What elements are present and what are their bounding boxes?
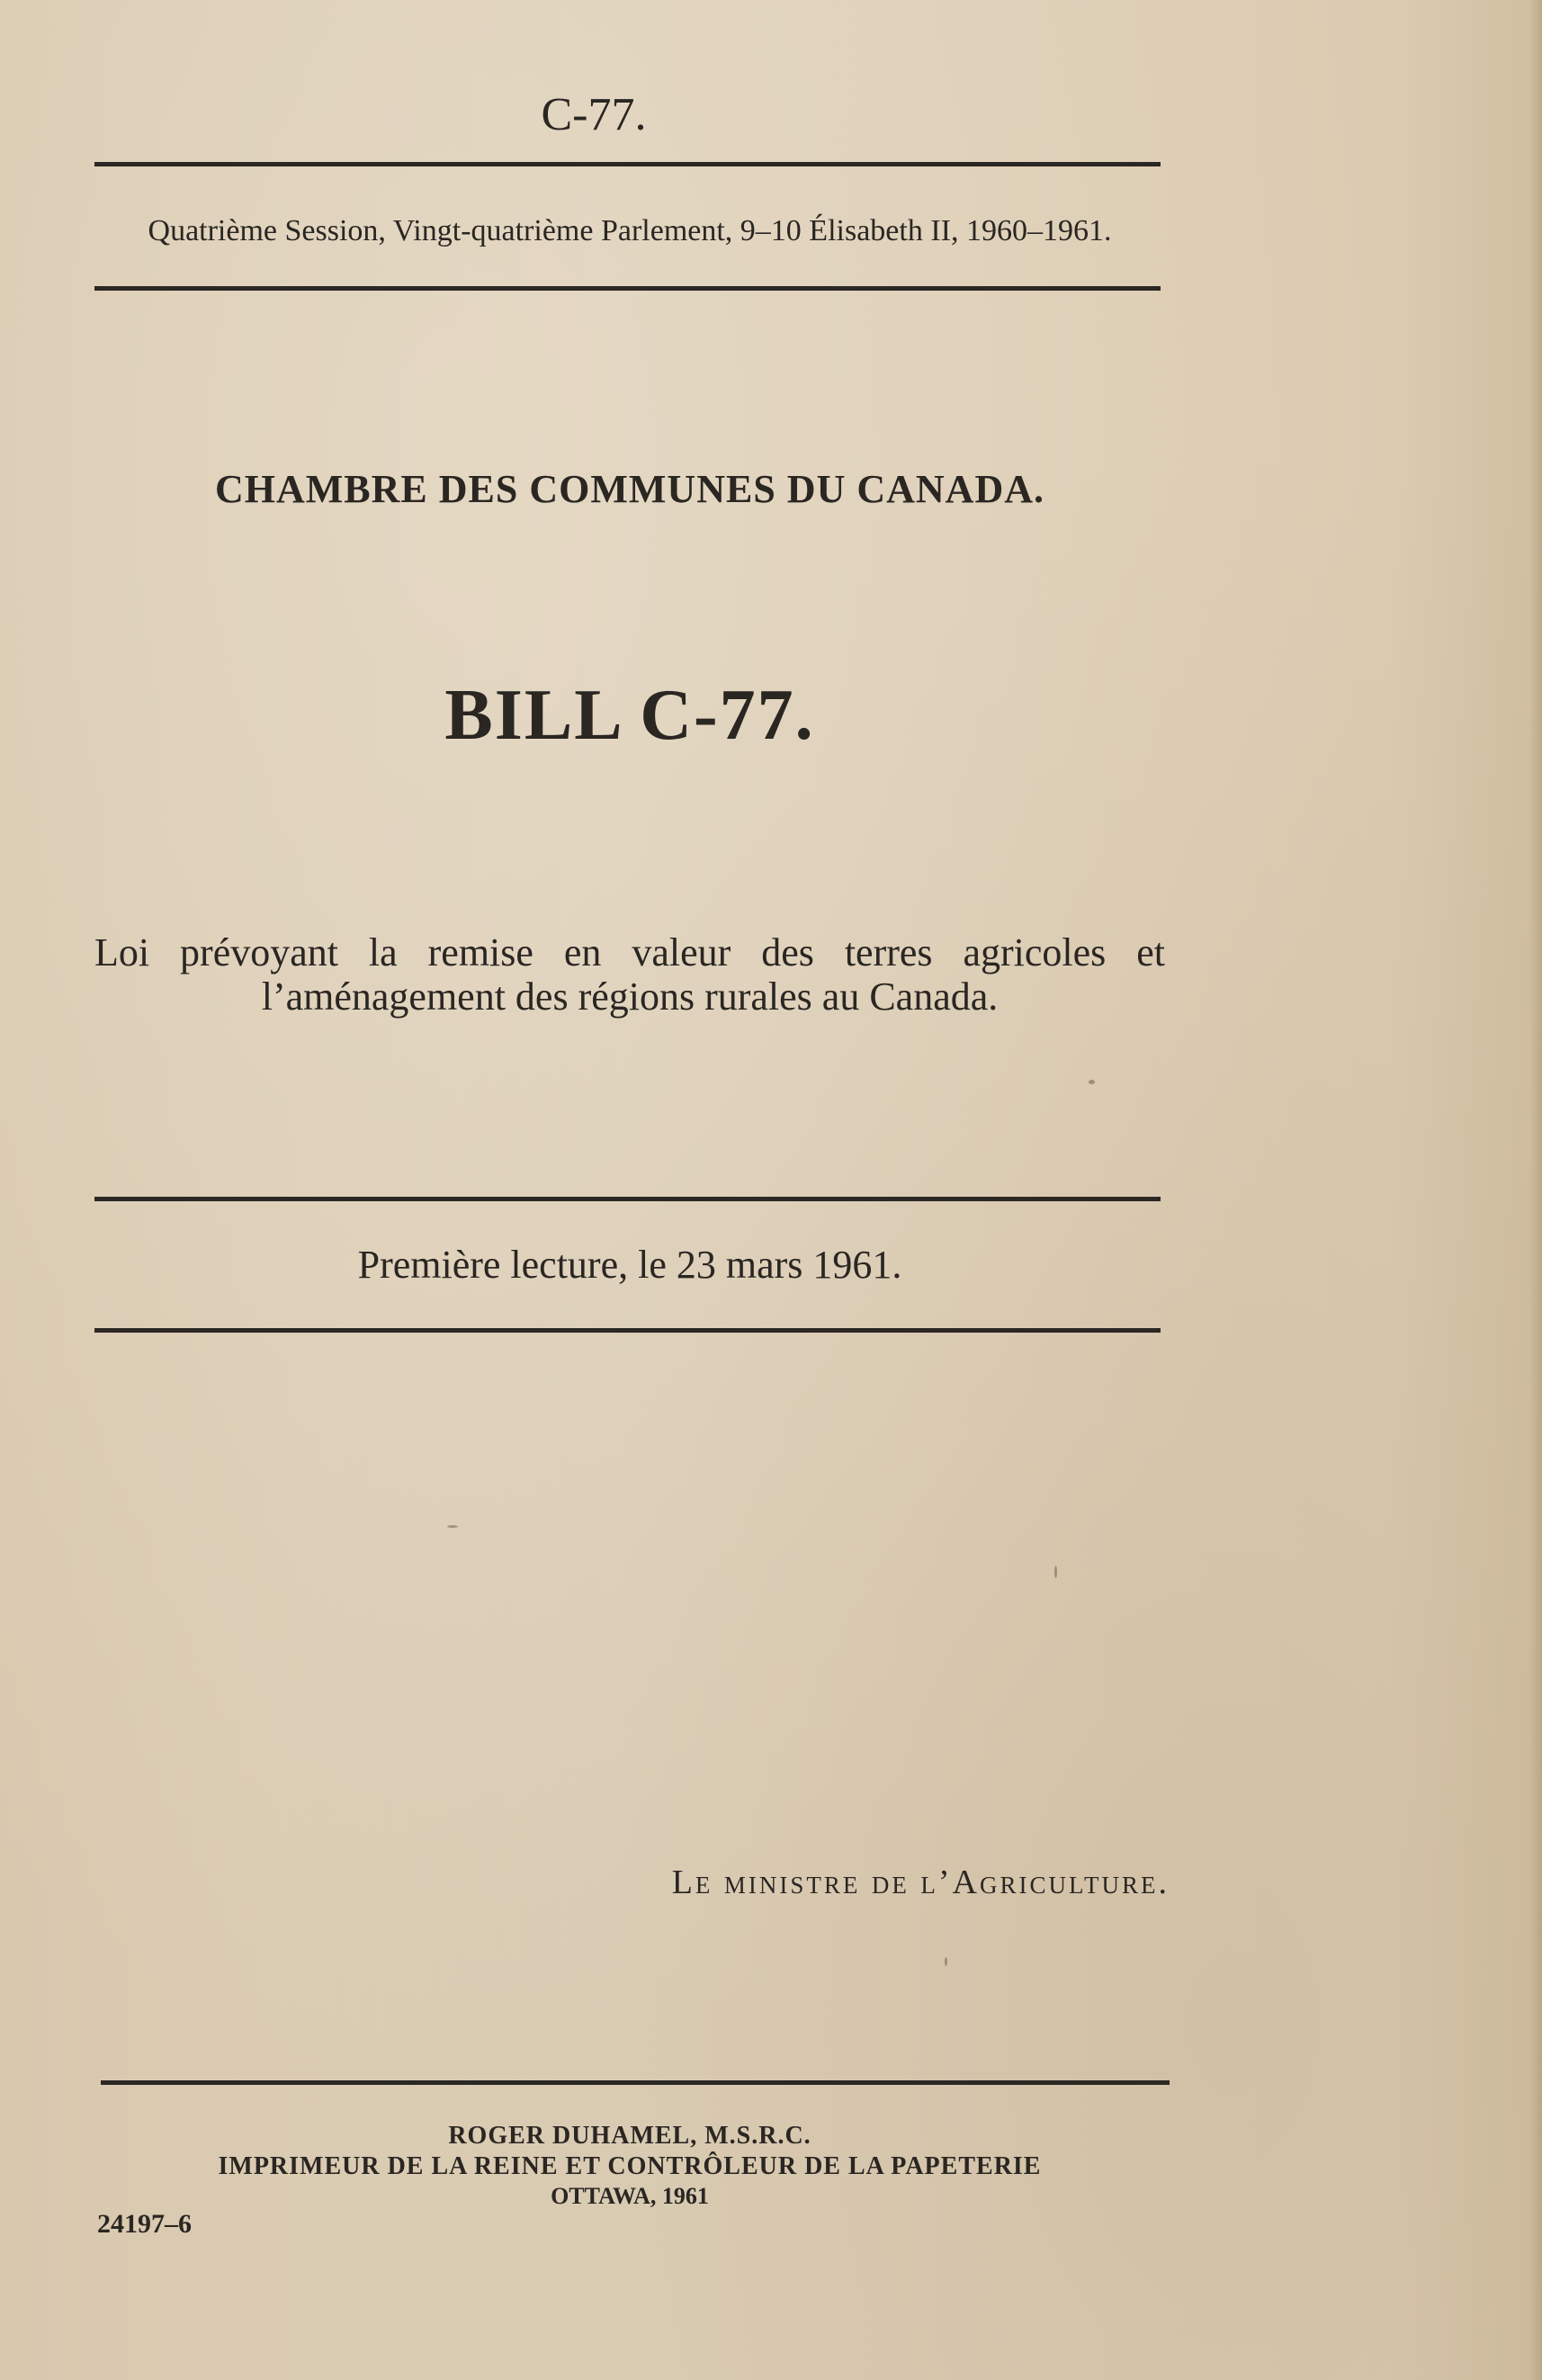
printer-place: OTTAWA, 1961 bbox=[551, 2183, 709, 2209]
paper-speck bbox=[945, 1957, 947, 1966]
session-line: Quatrième Session, Vingt-quatrième Parlement, 9–10 Élisabeth II, 1960–1961. bbox=[148, 214, 1112, 247]
session-rule bbox=[94, 286, 1161, 291]
page-edge-shadow bbox=[1529, 0, 1542, 2380]
printer-name: ROGER DUHAMEL, M.S.R.C. bbox=[448, 2122, 811, 2150]
bill-description-line-1: Loi prévoyant la remise en valeur des terres agricoles et bbox=[94, 930, 1165, 974]
footer-rule bbox=[101, 2080, 1170, 2085]
minister-signature: Le ministre de l’Agriculture. bbox=[671, 1864, 1170, 1901]
bill-title: BILL C-77. bbox=[444, 676, 815, 755]
printer-title: IMPRIMEUR DE LA REINE ET CONTRÔLEUR DE LA PAPETERIE bbox=[218, 2152, 1042, 2180]
paper-speck bbox=[1054, 1566, 1057, 1578]
catalog-number: 24197–6 bbox=[97, 2209, 192, 2239]
bill-code-header: C-77. bbox=[541, 89, 647, 140]
paper-speck bbox=[447, 1525, 458, 1528]
chamber-heading: CHAMBRE DES COMMUNES DU CANADA. bbox=[215, 467, 1044, 511]
reading-rule-bottom bbox=[94, 1328, 1161, 1333]
paper-speck bbox=[1089, 1080, 1095, 1084]
bill-description-line-2: l’aménagement des régions rurales au Canada. bbox=[261, 974, 999, 1019]
reading-rule-top bbox=[94, 1197, 1161, 1201]
first-reading-line: Première lecture, le 23 mars 1961. bbox=[357, 1243, 902, 1287]
top-rule bbox=[94, 162, 1161, 166]
